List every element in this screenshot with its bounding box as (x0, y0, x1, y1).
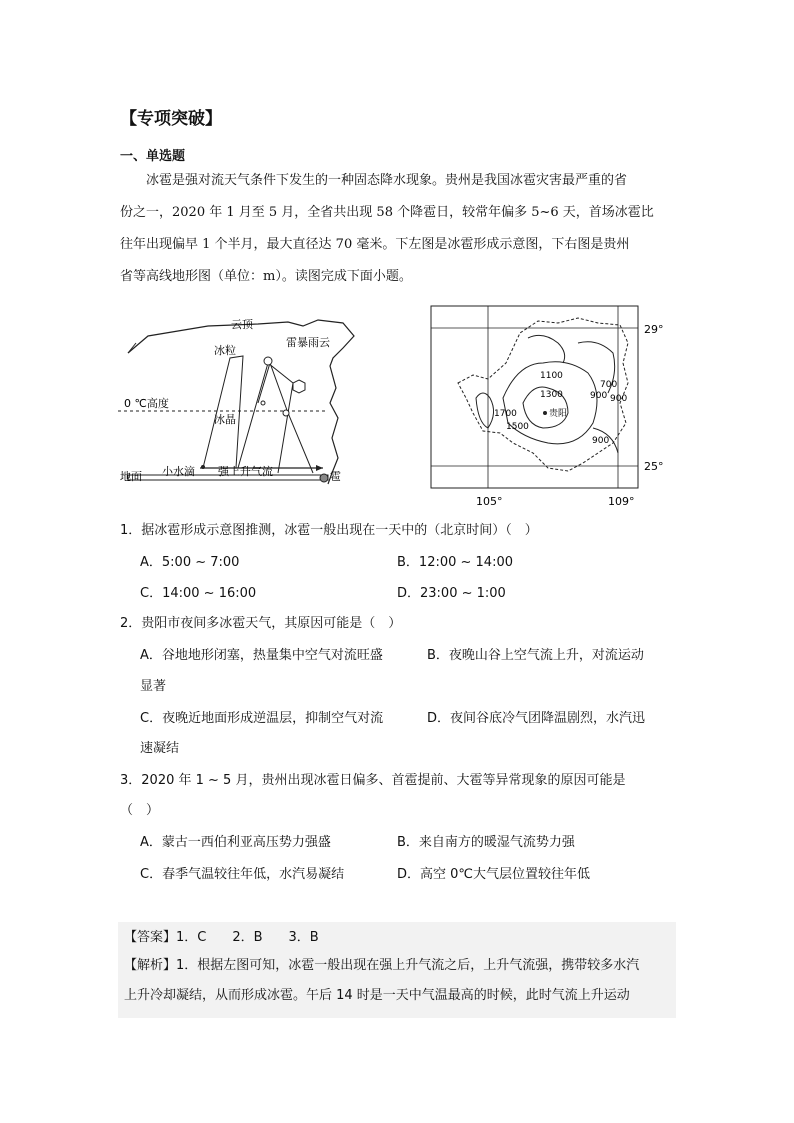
guizhou-contour-map (428, 303, 678, 513)
answer-box (118, 922, 676, 1018)
label-ice-particle: 冰粒 (214, 344, 236, 357)
question-2-stem: 2．贵阳市夜间多冰雹天气，其原因可能是（ ） (120, 616, 402, 631)
question-1-option-a[interactable]: A．5:00 ~ 7:00 (140, 555, 240, 570)
label-guiyang: 贵阳 (549, 409, 568, 419)
label-zero-height: 0 ℃高度 (124, 397, 169, 410)
label-ground: 地面 (120, 470, 142, 483)
intro-line-3: 往年出现偏早 1 个半月，最大直径达 70 毫米。下左图是冰雹形成示意图，下右图是贵州 (120, 237, 630, 252)
intro-line-1: 冰雹是强对流天气条件下发生的一种固态降水现象。贵州是我国冰雹灾害最严重的省 (146, 173, 628, 188)
contour-north (528, 335, 565, 363)
hail-stone (320, 474, 328, 482)
hail-hexagon (293, 380, 305, 393)
label-1100: 1100 (540, 371, 563, 381)
question-2-option-d[interactable]: D．夜间谷底冷气团降温剧烈，水汽迅 (427, 711, 646, 726)
updraft-arrowhead (316, 465, 323, 471)
question-1-option-b[interactable]: B．12:00 ~ 14:00 (397, 555, 514, 570)
question-2-option-b-cont: 显著 (140, 679, 167, 694)
question-2-option-c[interactable]: C．夜晚近地面形成逆温层，抑制空气对流 (140, 711, 384, 726)
hail-formation-diagram (118, 308, 368, 498)
answer-line: 【答案】1．C 2．B 3．B (124, 930, 319, 945)
droplet-circle (261, 401, 265, 405)
subsection-title: 一、单选题 (120, 149, 186, 164)
ice-particle-circle (264, 357, 272, 365)
question-3-option-a[interactable]: A．蒙古一西伯利亚高压势力强盛 (140, 835, 331, 850)
section-title: 【专项突破】 (120, 109, 222, 129)
label-ice-crystal: 冰晶 (214, 413, 236, 426)
label-lon-109: 109° (608, 495, 635, 508)
hail-path-2 (258, 363, 313, 473)
question-2-option-d-cont: 速凝结 (140, 741, 180, 756)
question-1-stem: 1．据冰雹形成示意图推测，冰雹一般出现在一天中的（北京时间）（ ） (120, 523, 538, 538)
guiyang-marker (543, 411, 547, 415)
label-small-droplet: 小水滴 (162, 465, 195, 478)
label-900-a: 900 (590, 391, 608, 401)
label-updraft: 强上升气流 (218, 465, 273, 478)
question-2-option-b[interactable]: B．夜晚山谷上空气流上升，对流运动 (427, 648, 644, 663)
label-700: 700 (600, 380, 618, 390)
label-cloud-top: 云顶 (231, 318, 253, 331)
label-1500: 1500 (506, 422, 529, 432)
label-900-b: 900 (610, 394, 628, 404)
question-1-option-d[interactable]: D．23:00 ~ 1:00 (397, 586, 506, 601)
question-3-option-b[interactable]: B．来自南方的暖湿气流势力强 (397, 835, 575, 850)
question-3-option-d[interactable]: D．高空 0℃大气层位置较往年低 (397, 867, 591, 882)
label-lat-25: 25° (644, 460, 664, 473)
question-3-stem: 3．2020 年 1 ~ 5 月，贵州出现冰雹日偏多、首雹提前、大雹等异常现象的原因可能是 (120, 773, 626, 788)
label-1700: 1700 (494, 409, 517, 419)
question-1-option-c[interactable]: C．14:00 ~ 16:00 (140, 586, 257, 601)
water-droplet (201, 465, 205, 469)
intro-paragraph (120, 165, 680, 293)
label-lat-29: 29° (644, 323, 664, 336)
question-3-stem-cont: （ ） (120, 803, 160, 818)
analysis-line-1: 【解析】1．根据左图可知，冰雹一般出现在强上升气流之后，上升气流强，携带较多水汽 (124, 958, 640, 973)
question-3-option-c[interactable]: C．春季气温较往年低，水汽易凝结 (140, 867, 345, 882)
analysis-line-2: 上升冷却凝结，从而形成冰雹。午后 14 时是一天中气温最高的时候，此时气流上升运动 (124, 988, 630, 1003)
label-thunder-cloud: 雷暴雨云 (286, 336, 330, 349)
intro-line-4: 省等高线地形图（单位：m）。读图完成下面小题。 (120, 269, 412, 284)
label-lon-105: 105° (476, 495, 503, 508)
ice-particle-path (203, 356, 243, 468)
label-900-c: 900 (592, 436, 610, 446)
question-2-option-a[interactable]: A．谷地地形闭塞，热量集中空气对流旺盛 (140, 648, 383, 663)
label-hail: 雹 (330, 470, 341, 483)
ice-crystal-circle (283, 410, 289, 416)
intro-line-2: 份之一，2020 年 1 月至 5 月，全省共出现 58 个降雹日，较常年偏多 5~6 天，首场冰雹比 (120, 205, 654, 220)
label-1300: 1300 (540, 390, 563, 400)
